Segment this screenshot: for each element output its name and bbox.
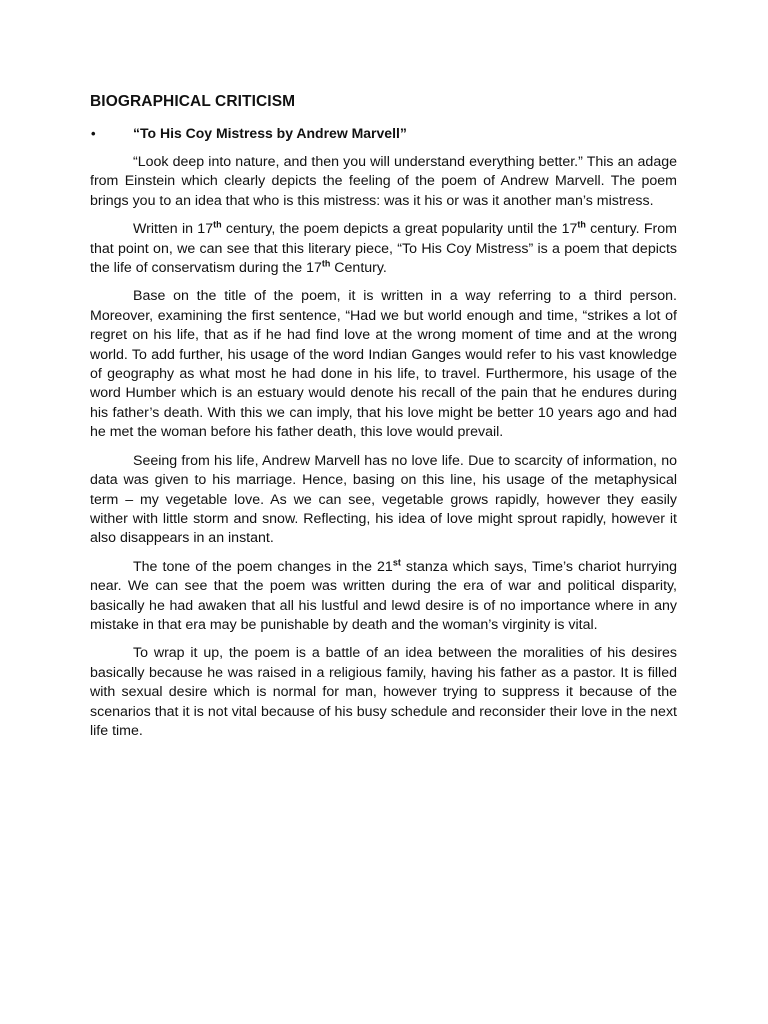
document-page bbox=[90, 92, 677, 750]
document-heading: BIOGRAPHICAL CRITICISM bbox=[90, 93, 296, 110]
bullet-title: “To His Coy Mistress by Andrew Marvell” bbox=[133, 125, 407, 141]
ordinal-suffix: th bbox=[577, 219, 586, 230]
paragraph-century-text-2: century, the poem depicts a great popularity until the 17 bbox=[221, 221, 578, 238]
paragraph-tone bbox=[90, 558, 677, 636]
paragraph-century-text-4: Century. bbox=[330, 260, 387, 277]
paragraph-century bbox=[90, 220, 677, 278]
bullet-icon: • bbox=[91, 126, 96, 141]
paragraph-conclusion: To wrap it up, the poem is a battle of an idea between the moralities of his desires basically because he was raised in a religious family, having his father as a pastor. It is filled with sexual desire which is normal for man, however trying to suppress it because of the scenarios that it is not vital because of his busy schedule and reconsider their love in the next life time. bbox=[90, 645, 677, 739]
paragraph-century-text-1: Written in 17 bbox=[133, 221, 214, 238]
paragraph-century-text-3: century. From that point on, we can see that this literary piece, “To His Coy Mistress” is a poem that depicts the life of conservatism during the 17 bbox=[90, 221, 677, 277]
paragraph-love-life: Seeing from his life, Andrew Marvell has no love life. Due to scarcity of information, no data was given to his marriage. Hence, basing on this line, his usage of the metaphysical term – my vegetable love. As we can see, vegetable grows rapidly, however they easily wither with little storm and snow. Reflecting, his idea of love might sprout rapidly, however it also disappears in an instant. bbox=[90, 452, 677, 547]
paragraph-tone-text-1: The tone of the poem changes in the 21 bbox=[133, 558, 393, 575]
bullet-item bbox=[90, 123, 677, 144]
paragraph-tone-text-2: stanza which says, Time’s chariot hurrying near. We can see that the poem was written during the era of war and political disparity, basically he had awaken that all his lustful and lewd desire is of no importance where in any mistake in that era may be punishable by death and the woman’s virginity is vital. bbox=[90, 558, 677, 633]
ordinal-suffix: th bbox=[213, 219, 222, 230]
paragraph-title-analysis: Base on the title of the poem, it is written in a way referring to a third person. Moreover, examining the first sentence, “Had we but world enough and time, “strikes a lot of regret on his life, that as if he had find love at the wrong moment of time and at the wrong world. To add further, his usage of the word Indian Ganges would refer to his vast knowledge of geography as what most he had done in his life, to travel. Furthermore, his usage of the word Humber which is an estuary would denote his recall of the pain that he endures during his father’s death. With this we can imply, that his love might be better 10 years ago and had he met the woman before his father death, this love would prevail. bbox=[90, 288, 677, 441]
ordinal-suffix: th bbox=[321, 258, 331, 269]
ordinal-suffix: st bbox=[392, 556, 401, 567]
paragraph-intro: “Look deep into nature, and then you will understand everything better.” This an adage from Einstein which clearly depicts the feeling of the poem of Andrew Marvell. The poem brings you to an idea that who is this mistress: was it his or was it another man’s mistress. bbox=[90, 154, 677, 209]
